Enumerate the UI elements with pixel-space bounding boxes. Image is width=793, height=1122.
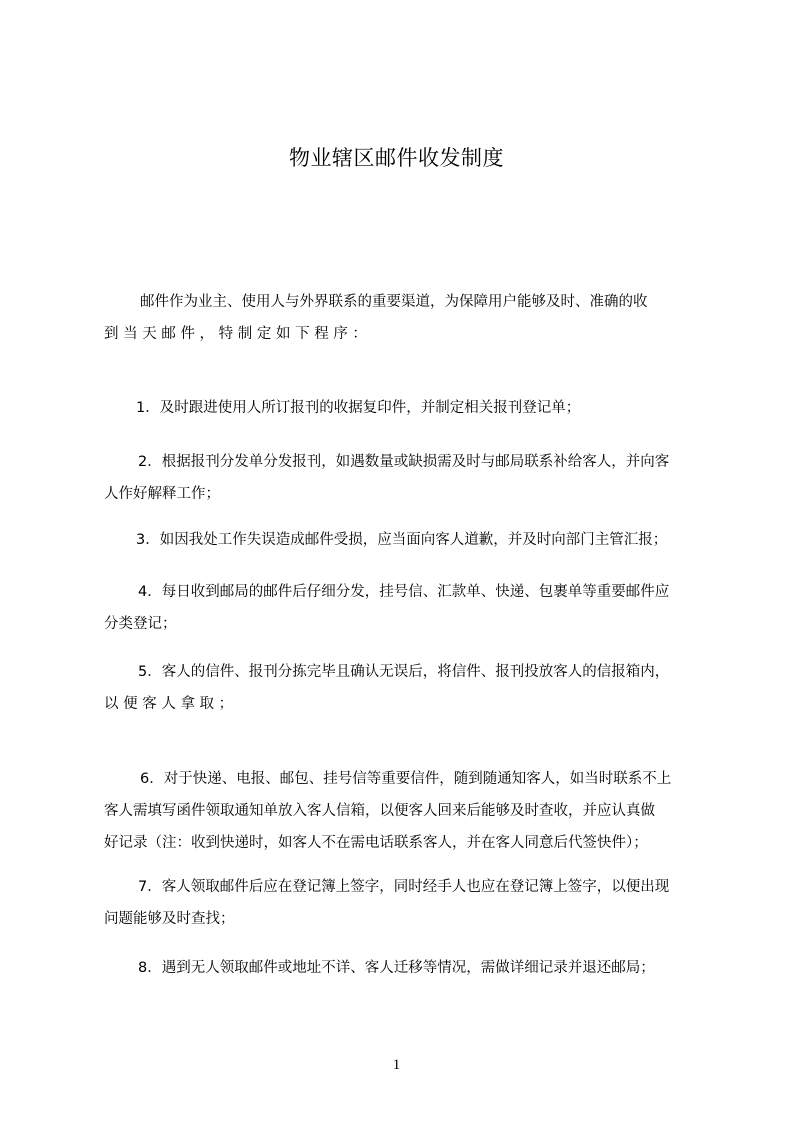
intro-char: 序 xyxy=(333,326,348,342)
list-item-3-text: 3．如因我处工作失误造成邮件受损，应当面向客人道歉，并及时向部门主管汇报； xyxy=(136,532,668,548)
page-title: 物业辖区邮件收发制度 xyxy=(289,146,504,170)
item5-char: ； xyxy=(218,696,234,712)
list-item-6-line-1: 6．对于快递、电报、邮包、挂号信等重要信件，随到随通知客人，如当时联系不上 xyxy=(140,771,672,787)
intro-char: 下 xyxy=(295,326,310,342)
intro-line-2 xyxy=(104,318,702,350)
list-item-8 xyxy=(104,952,702,984)
list-item-5-line-2 xyxy=(104,688,702,720)
item5-char: 人 xyxy=(161,696,176,712)
list-item-4-line-2: 分类登记； xyxy=(104,616,177,632)
item5-char: 拿 xyxy=(180,696,195,712)
intro-char: 程 xyxy=(314,326,329,342)
intro-char: 当 xyxy=(123,326,138,342)
list-item-1 xyxy=(104,392,702,424)
item5-char: 以 xyxy=(104,696,119,712)
intro-char: 邮 xyxy=(161,326,176,342)
intro-char: ： xyxy=(352,326,367,342)
list-item-8-text: 8．遇到无人领取邮件或地址不详、客人迁移等情况，需做详细记录并退还邮局； xyxy=(138,960,655,976)
list-item-7-line-1: 7．客人领取邮件后应在登记簿上签字，同时经手人也应在登记簿上签字，以便出现 xyxy=(138,879,670,895)
intro-char: 天 xyxy=(142,326,157,342)
list-item-1-text: 1．及时跟进使用人所订报刊的收据复印件，并制定相关报刊登记单； xyxy=(136,400,581,416)
intro-line-1: 邮件作为业主、使用人与外界联系的重要渠道，为保障用户能够及时、准确的收 xyxy=(140,294,648,310)
list-item-2-line-1: 2．根据报刊分发单分发报刊，如遇数量或缺损需及时与邮局联系补给客人，并向客 xyxy=(138,454,670,470)
list-item-3 xyxy=(104,524,702,556)
intro-char: 件 xyxy=(180,326,195,342)
intro-char: 特 xyxy=(218,326,234,342)
list-item-4 xyxy=(104,576,702,640)
intro-char: 如 xyxy=(275,326,291,342)
page-number: 1 xyxy=(392,1057,401,1073)
list-item-2-line-2: 人作好解释工作； xyxy=(104,486,220,502)
intro-char: 定 xyxy=(256,326,272,342)
list-item-5 xyxy=(104,656,702,720)
list-item-4-line-1: 4．每日收到邮局的邮件后仔细分发，挂号信、汇款单、快递、包裹单等重要邮件应 xyxy=(138,584,670,600)
intro-char: ， xyxy=(199,326,215,342)
intro-char: 到 xyxy=(104,326,119,342)
intro-char: 制 xyxy=(237,326,253,342)
list-item-7 xyxy=(104,871,702,935)
item5-char: 便 xyxy=(123,696,138,712)
list-item-2 xyxy=(104,446,702,510)
intro-paragraph xyxy=(104,286,702,350)
list-item-6-line-3: 好记录（注：收到快递时，如客人不在需电话联系客人，并在客人同意后代签快件）； xyxy=(104,835,648,851)
item5-char: 取 xyxy=(199,696,215,712)
list-item-6 xyxy=(104,763,702,859)
list-item-7-line-2: 问题能够及时查找； xyxy=(104,911,235,927)
item5-char: 客 xyxy=(142,696,157,712)
list-item-6-line-2: 客人需填写函件领取通知单放入客人信箱，以便客人回来后能够及时查收，并应认真做 xyxy=(104,803,655,819)
list-item-5-line-1: 5．客人的信件、报刊分拣完毕且确认无误后，将信件、报刊投放客人的信报箱内， xyxy=(138,664,670,680)
